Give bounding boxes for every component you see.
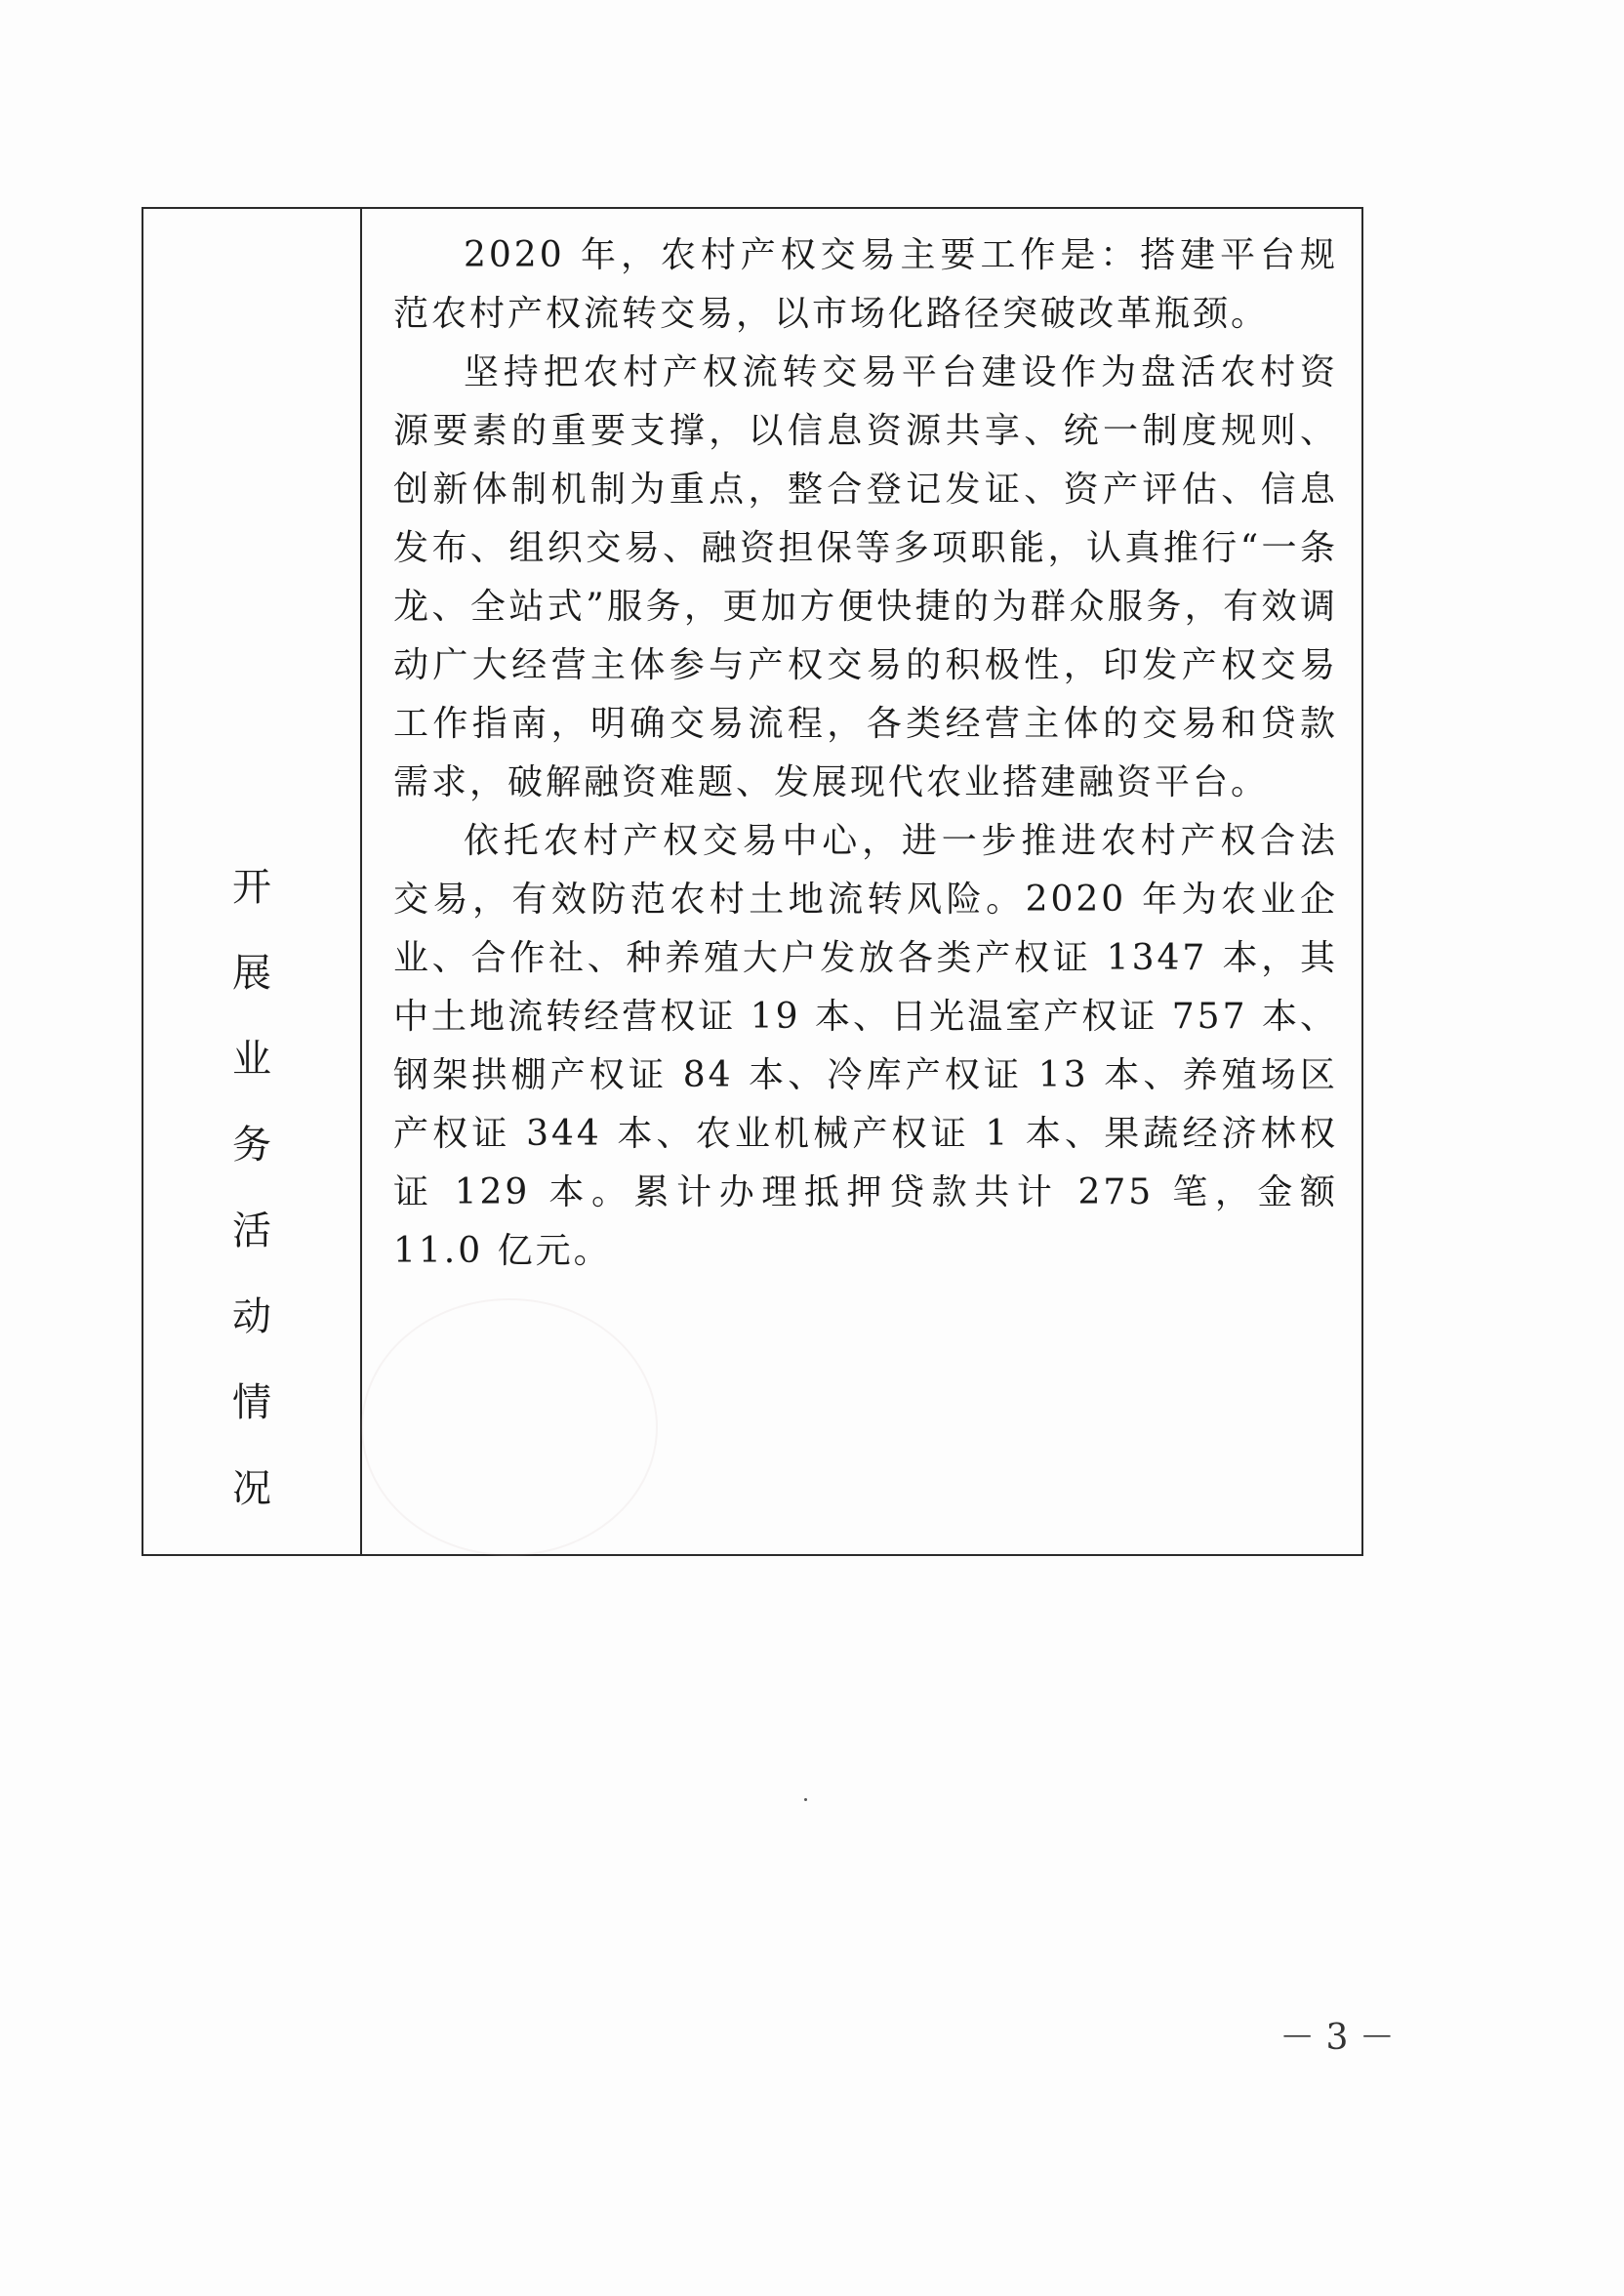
faint-seal-mark: [361, 1298, 658, 1556]
row-label-char: 况: [232, 1466, 271, 1511]
scan-speck: [804, 1798, 807, 1801]
page-number: － 3 －: [1279, 2018, 1395, 2058]
row-label-cell: [143, 209, 362, 1554]
paragraph-platform: 坚持把农村产权流转交易平台建设作为盘活农村资源要素的重要支撑，以信息资源共享、统一制度规则、创新体制机制为重点，整合登记发证、资产评估、信息发布、组织交易、融资担保等多项职能，认真推行“一条龙、全站式”服务，更加方便快捷的为群众服务，有效调动广大经营主体参与产权交易的积极性，印发产权交易工作指南，明确交易流程，各类经营主体的交易和贷款需求，破解融资难题、发展现代农业搭建融资平台。: [393, 352, 1338, 802]
row-label-char: 务: [232, 1123, 271, 1168]
row-label-char: 业: [232, 1037, 271, 1082]
row-label-char: 动: [232, 1294, 271, 1339]
row-label-char: 开: [232, 865, 271, 910]
paragraph-summary: 2020 年，农村产权交易主要工作是：搭建平台规范农村产权流转交易，以市场化路径突破改革瓶颈。: [393, 235, 1338, 334]
form-table: [142, 207, 1363, 1556]
row-label-char: 活: [232, 1209, 271, 1253]
row-label-char: 情: [232, 1380, 271, 1425]
paragraph-certificates: 依托农村产权交易中心，进一步推进农村产权合法交易，有效防范农村土地流转风险。2020 年为农业企业、合作社、种养殖大户发放各类产权证 1347 本，其中土地流转经营权证 19 本、日光温室产权证 757 本、钢架拱棚产权证 84 本、冷库产权证 13 本、养殖场区产权证 344 本、农业机械产权证 1 本、果蔬经济林权证 129 本。累计办理抵押贷款共计 275 笔，金额 11.0 亿元。: [393, 821, 1338, 1271]
row-label-char: 展: [232, 951, 271, 996]
